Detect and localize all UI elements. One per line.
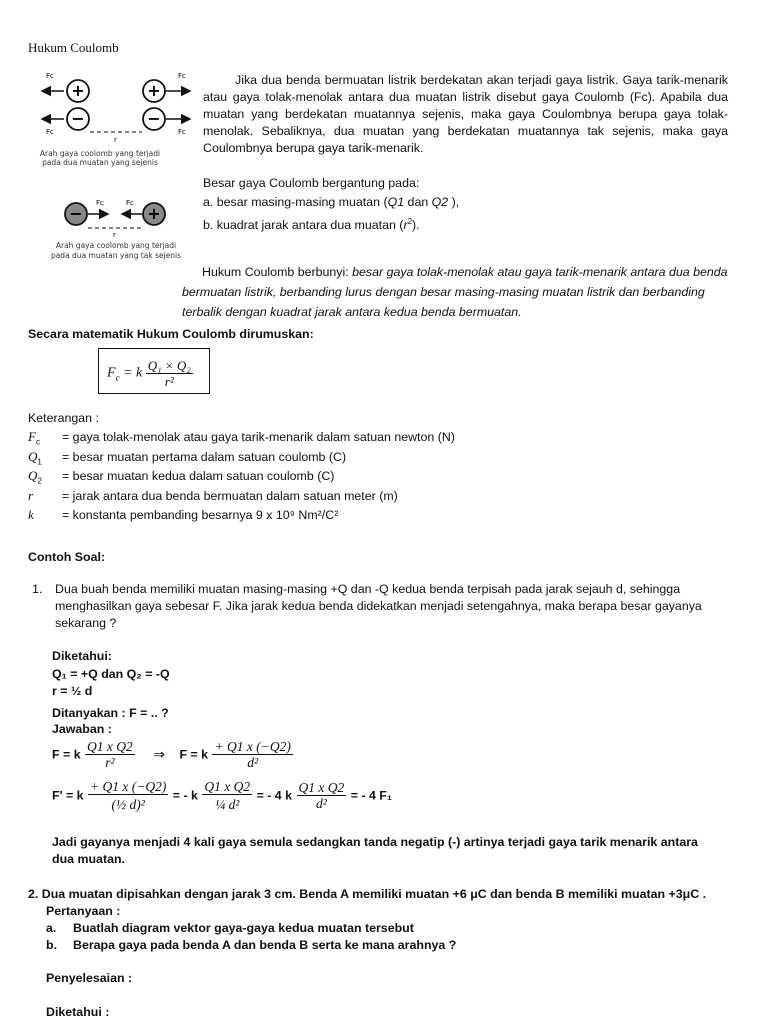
caption-same: pada dua muatan yang sejenis [42,158,158,167]
question-2b-num: b. [46,938,58,952]
question-2a-num: a. [46,921,57,935]
symbol: F [28,429,36,444]
keterangan-row [28,488,398,504]
pertanyaan-label: Pertanyaan : [46,904,121,918]
caption-opposite: Arah gaya coolomb yang terjadi [55,241,177,250]
plus-sign: + [147,204,161,223]
repel-positive-pair [42,72,190,102]
intro-paragraph: Jika dua benda bermuatan listrik berdekatan akan terjadi gaya listrik. Gaya tarik-menarik atau gaya tolak-menolak antara dua muatan listrik disebut gaya Coulomb (Fc). Apabila dua muatan yang berdekatan muatannya sejenis, maka gaya Coulombnya berupa gaya tolak-menolak. Sebaliknya, dua muatan yang berdekatan muatannya tak sejenis, maka gaya Coulombnya berupa gaya tarik-menarik. [203,73,728,155]
plus-sign: + [71,81,85,100]
question-number: 1. [32,582,43,596]
math-heading: Secara matematik Hukum Coulomb dirumuskan: [28,327,314,341]
jawaban-label: Jawaban : [52,722,112,736]
penyelesaian-label: Penyelesaian : [46,971,133,985]
depends-item-a: a. besar masing-masing muatan (Q1 dan Q2 ), [203,195,460,209]
depends-heading: Besar gaya Coulomb bergantung pada: [203,176,420,190]
symbol-description: = gaya tolak-menolak atau gaya tarik-menarik dalam satuan newton (N) [62,430,455,444]
symbol-subscript: c [35,437,40,447]
symbol-subscript: 1 [37,456,42,466]
caption-same: Arah gaya coolomb yang terjadi [39,149,161,158]
symbol-subscript: 2 [37,476,42,486]
given-distance: r = ½ d [52,684,93,698]
equation-1: F = k $\frac{\text{Q1 x Q2}}{\text{r²}}$ ⇒ F = k $\frac{+ Q1 x (-Q2)}{\text{d²}}$ [52,739,291,770]
r-label: r [114,136,117,144]
fc-label: Fc [126,199,134,207]
symbol: Q [28,448,38,464]
coulomb-formula-box: $F_c = k$ $\frac{\text{Q₁ × Q₂}}{\text{r²}}$ [98,348,210,394]
attract-pair [65,199,165,239]
diketahui-2-label: Diketahui : [46,1005,110,1019]
symbol-description: = konstanta pembanding besarnya 9 x 10⁹ Nm²/C² [62,508,339,522]
minus-sign: − [69,204,83,223]
ditanyakan-label: Ditanyakan : F = .. ? [52,706,169,720]
question-1-text: Dua buah benda memiliki muatan masing-masing +Q dan -Q kedua benda terpisah pada jarak sejauh d, sehingga menghasilkan gaya sebesar F. Jika jarak kedua benda didekatkan menjadi setengahnya, maka berapa besar gayanya sekarang ? [55,582,702,630]
keterangan-row [28,429,455,446]
given-charges: Q₁ = +Q dan Q₂ = -Q [52,667,170,681]
minus-sign: − [147,109,161,128]
symbol: Q [28,468,38,483]
question-2a: Buatlah diagram vektor gaya-gaya kedua muatan tersebut [73,921,414,935]
diketahui-label: Diketahui: [52,649,112,663]
depends-item-b: b. kuadrat jarak antara dua muatan $(r^2)$. [203,217,420,233]
conclusion: Jadi gayanya menjadi 4 kali gaya semula sedangkan tanda negatip (-) artinya terjadi gaya tarik menarik antara dua muatan. [52,835,698,866]
fc-label: Fc [46,128,54,136]
fc-label: Fc [46,72,54,80]
keterangan-row [28,468,334,485]
symbol-description: = besar muatan pertama dalam satuan coulomb (C) [62,449,347,464]
fc-label: Fc [178,128,186,136]
repel-negative-pair [42,108,190,144]
equation-2: F' = k $\frac{+ Q1 x (-Q2)}{\text{(½ d)²}}$ = - k $\frac{\text{Q1 x Q2}}{\text{¼ d²}}$ = - 4 k $\frac{\text{Q1 x Q2}}{\text{d²}}$ = - 4 F₁ [52,779,392,812]
page-title: Hukum Coulomb [28,40,119,55]
law-statement: Hukum Coulomb berbunyi: besar gaya tolak-menolak atau gaya tarik-menarik antara dua benda bermuatan listrik, berbanding lurus dengan besar masing-masing muatan listrik dan berbanding terbalik dengan kuadrat jarak antara kedua benda bermuatan. [182,265,728,319]
r-label: r [113,231,116,239]
minus-sign: − [71,109,85,128]
symbol: k [28,507,34,522]
keterangan-row [28,507,338,523]
fc-label: Fc [96,199,104,207]
plus-sign: + [147,81,161,100]
question-2-text: 2. Dua muatan dipisahkan dengan jarak 3 cm. Benda A memiliki muatan +6 μC dan benda B memiliki muatan +3μC . [28,887,707,901]
question-2b: Berapa gaya pada benda A dan benda B serta ke mana arahnya ? [73,938,457,952]
contoh-heading: Contoh Soal: [28,550,106,564]
caption-opposite: pada dua muatan yang tak sejenis [50,251,182,260]
keterangan-list [28,429,728,529]
keterangan-heading: Keterangan : [28,411,99,425]
symbol: r [28,487,34,503]
keterangan-row [28,449,346,466]
fc-label: Fc [178,72,186,80]
symbol-description: = besar muatan kedua dalam satuan coulomb (C) [62,469,335,483]
coulomb-figure [28,64,198,264]
symbol-description: = jarak antara dua benda bermuatan dalam satuan meter (m) [62,488,398,503]
